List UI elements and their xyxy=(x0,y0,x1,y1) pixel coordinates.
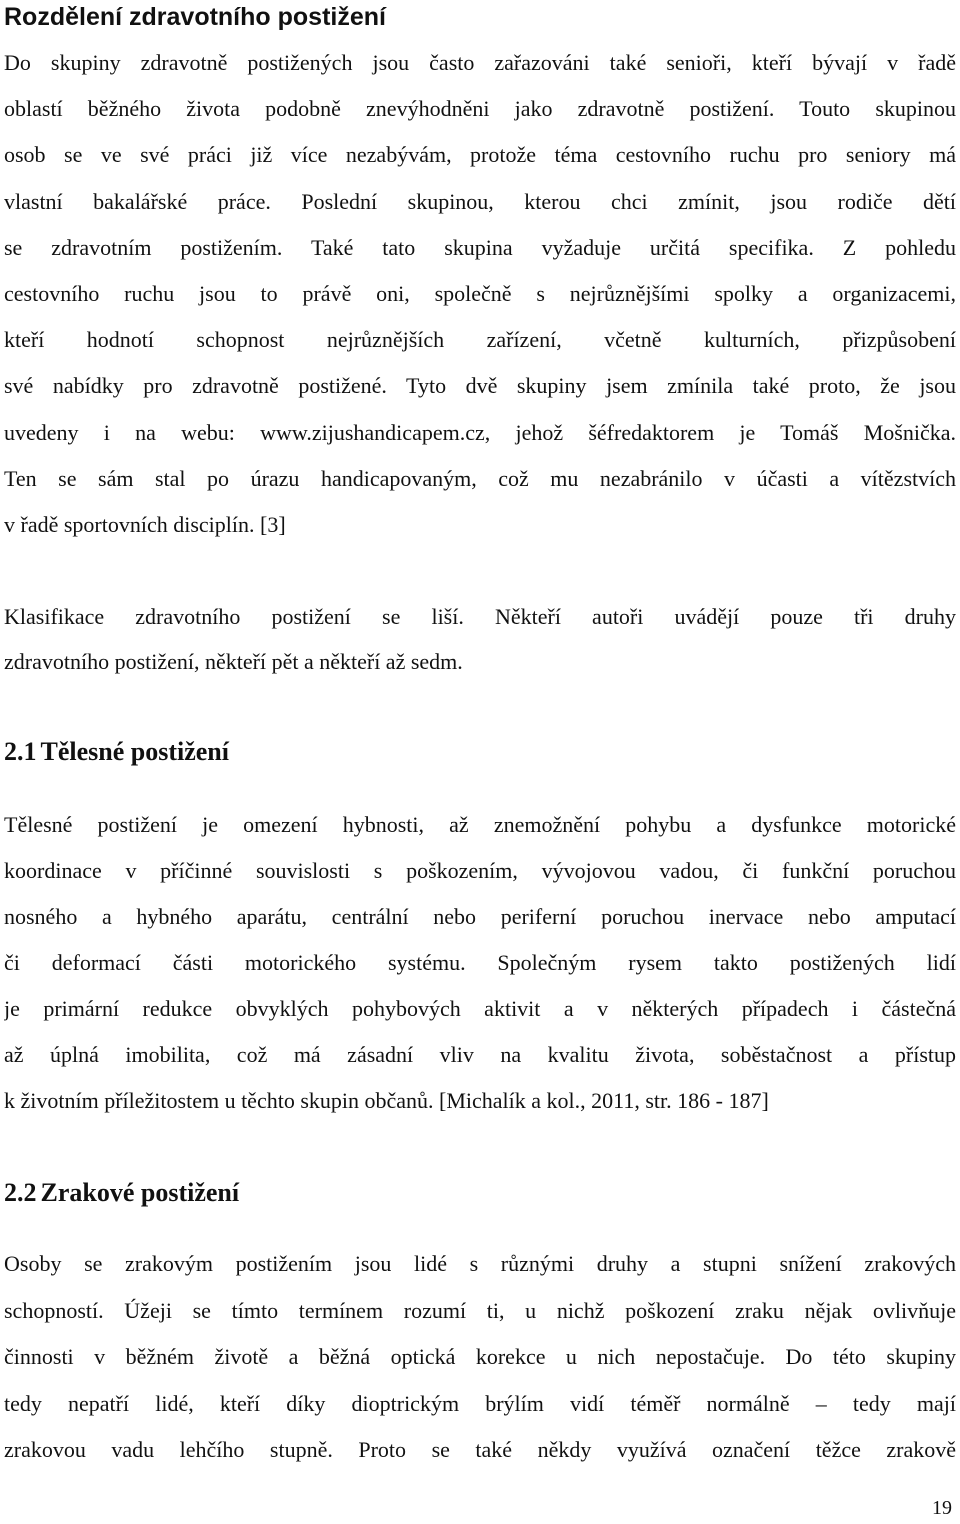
text-line: zdravotního postižení, někteří pět a někteří až sedm. xyxy=(4,649,463,674)
text-line: Tělesné postižení je omezení hybnosti, až znemožnění pohybu a dysfunkce motorické xyxy=(4,812,956,837)
section-number: 2.2 xyxy=(4,1178,37,1207)
text-line: oblastí běžného života podobně znevýhodněni jako zdravotně postižení. Touto skupinou xyxy=(4,96,956,122)
text-line: cestovního ruchu jsou to právě oni, společně s nejrůznějšími spolky a organizacemi, xyxy=(4,281,956,307)
section-title: Zrakové postižení xyxy=(40,1178,240,1207)
document-page xyxy=(4,0,956,1524)
text-line: nosného a hybného aparátu, centrální nebo periferní poruchou inervace nebo amputací xyxy=(4,904,956,929)
intro-paragraph-2 xyxy=(4,594,956,684)
text-line: v řadě sportovních disciplín. [3] xyxy=(4,512,286,538)
text-line: k životním příležitostem u těchto skupin občanů. [Michalík a kol., 2011, str. 186 - 187] xyxy=(4,1088,769,1113)
section-heading-2-1 xyxy=(4,736,229,768)
text-line: tedy nepatří lidé, kteří díky dioptrickým brýlím vidí téměř normálně – tedy mají xyxy=(4,1390,956,1416)
text-line: koordinace v příčinné souvislosti s poškozením, vývojovou vadou, či funkční poruchou xyxy=(4,858,956,883)
intro-paragraph-1 xyxy=(4,40,956,548)
text-line: osob se ve své práci již více nezabývám, protože téma cestovního ruchu pro seniory má xyxy=(4,142,956,168)
text-line: činnosti v běžném životě a běžná optická korekce u nich nepostačuje. Do této skupiny xyxy=(4,1344,956,1369)
section-2-2-paragraph xyxy=(4,1241,956,1474)
text-line: schopností. Úžeji se tímto termínem rozumí ti, u nichž poškození zraku nějak ovlivňuje xyxy=(4,1297,956,1323)
section-2-1-paragraph xyxy=(4,802,956,1124)
text-line: kteří hodnotí schopnost nejrůznějších zařízení, včetně kulturních, přizpůsobení xyxy=(4,327,956,353)
text-line: Do skupiny zdravotně postižených jsou často zařazováni také senioři, kteří bývají v řadě xyxy=(4,50,956,75)
text-line: Klasifikace zdravotního postižení se liší. Někteří autoři uvádějí pouze tři druhy xyxy=(4,604,956,629)
text-line: či deformací části motorického systému. Společným rysem takto postižených lidí xyxy=(4,950,956,975)
text-line: Ten se sám stal po úrazu handicapovaným, což mu nezabránilo v účasti a vítězstvích xyxy=(4,465,956,491)
text-line: zrakovou vadu lehčího stupně. Proto se také někdy využívá označení těžce zrakově xyxy=(4,1437,956,1462)
section-heading-2-2 xyxy=(4,1177,239,1209)
page-number: 19 xyxy=(932,1497,952,1519)
text-line: uvedeny i na webu: www.zijushandicapem.cz, jehož šéfredaktorem je Tomáš Mošnička. xyxy=(4,419,956,445)
text-line: se zdravotním postižením. Také tato skupina vyžaduje určitá specifika. Z pohledu xyxy=(4,234,956,260)
text-line: až úplná imobilita, což má zásadní vliv na kvalitu života, soběstačnost a přístup xyxy=(4,1042,956,1067)
text-line: své nabídky pro zdravotně postižené. Tyto dvě skupiny jsem zmínila také proto, že jsou xyxy=(4,373,956,399)
chapter-heading: Rozdělení zdravotního postižení xyxy=(4,3,386,31)
section-number: 2.1 xyxy=(4,737,37,766)
text-line: je primární redukce obvyklých pohybových aktivit a v některých případech i částečná xyxy=(4,996,956,1021)
section-title: Tělesné postižení xyxy=(40,737,229,766)
text-line: vlastní bakalářské práce. Poslední skupinou, kterou chci zmínit, jsou rodiče dětí xyxy=(4,188,956,214)
text-line: Osoby se zrakovým postižením jsou lidé s různými druhy a stupni snížení zrakových xyxy=(4,1251,956,1276)
